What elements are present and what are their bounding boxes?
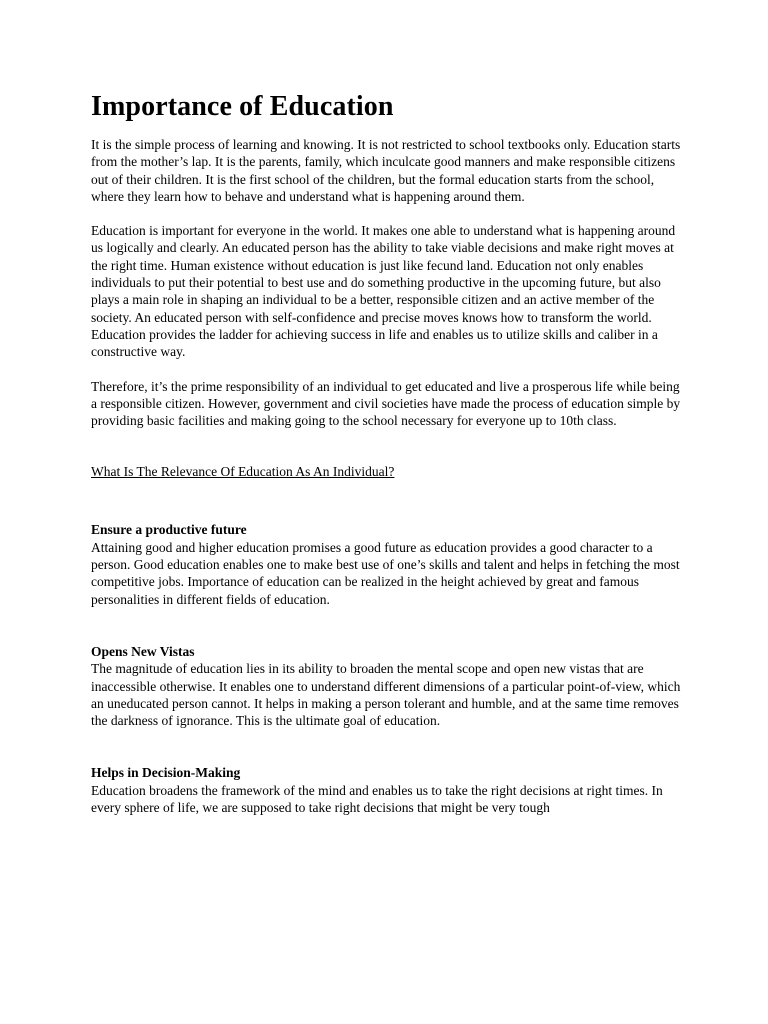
section-heading: Ensure a productive future [91, 522, 247, 538]
section-heading: Helps in Decision-Making [91, 765, 241, 781]
section-decision-making [91, 764, 683, 816]
intro-paragraph: It is the simple process of learning and knowing. It is not restricted to school textbooks only. Education starts from the mother’s lap. It is the parents, family, which inculcate good manners and make responsible citizens out of their children. It is the first school of the children, but the formal education starts from the school, where they learn how to behave and understand what is happening around them. [91, 137, 681, 204]
document-title: Importance of Education [91, 91, 394, 122]
section-heading: Opens New Vistas [91, 643, 195, 659]
section-text: The magnitude of education lies in its ability to broaden the mental scope and open new vistas that are inaccessible otherwise. It enables one to understand different dimensions of a particular point-of-view, which an uneducated person cannot. It helps in making a person tolerant and humble, and at the same time removes the darkness of ignorance. This is the ultimate goal of education. [91, 661, 681, 729]
document-page [91, 90, 683, 816]
section-productive-future [91, 521, 683, 607]
section-text: Attaining good and higher education promises a good future as education provides a good character to a person. Good education enables one to make best use of one’s skills and talent and helps in fetching the most competitive jobs. Importance of education can be realized in the height achieved by great and famous personalities in different fields of education. [91, 539, 680, 607]
section-text: Education broadens the framework of the mind and enables us to take the right decisions at right times. In every sphere of life, we are supposed to take right decisions that might be very tough [91, 782, 663, 816]
conclusion-paragraph: Therefore, it’s the prime responsibility of an individual to get educated and live a prosperous life while being a responsible citizen. However, government and civil societies have made the process of education simple by providing basic facilities and making going to the school necessary for everyone up to 10th class. [91, 378, 681, 429]
section-new-vistas [91, 643, 683, 729]
relevance-subheading-link[interactable]: What Is The Relevance Of Education As An Individual? [91, 464, 395, 480]
body-paragraph: Education is important for everyone in the world. It makes one able to understand what is happening around us logically and clearly. An educated person has the ability to take viable decisions and make right moves at the right time. Human existence without education is just like fecund land. Education not only enables individuals to put their potential to best use and do something productive in the upcoming future, but also plays a main role in shaping an individual to be a better, responsible citizen and an active member of the society. An educated person with self-confidence and precise moves knows how to transform the world. Education provides the ladder for achieving success in life and enables us to utilize skills and caliber in a constructive way. [91, 223, 676, 360]
